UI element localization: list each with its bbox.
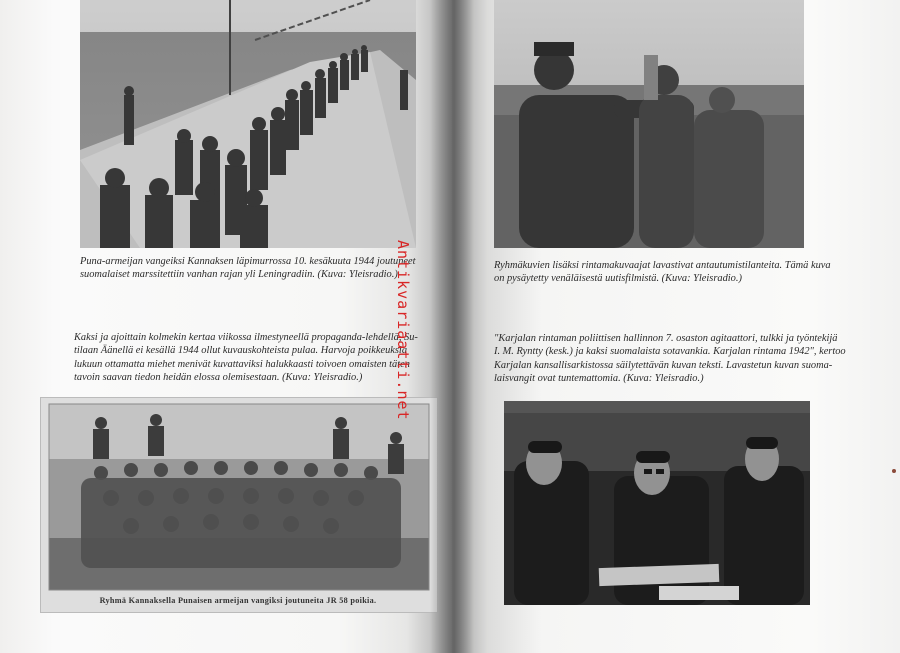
photo-staged-surrender: [494, 0, 804, 248]
caption-propaganda-paper: Kaksi ja ajoittain kolmekin kertaa viikossa ilmestyneellä propaganda-lehdellä, Su- tilaan Äänellä ei kesällä 1944 ollut kuvauskohteista pulaa. Harvoja poikkeuksia lukuun ottamatta miehet menivät kuvattaviksi halukkaasti toivoen omaisten täten tavoin saavan tiedon heidän elossa olemisestaan. (Kuva: Yleisradio.): [74, 332, 418, 384]
newspaper-caption: Ryhmä Kannaksella Punaisen armeijan vangiksi joutuneita JR 58 poikia.: [99, 596, 377, 605]
book-gutter: [430, 0, 474, 653]
watermark-text: Antikvariaatti.net: [394, 240, 412, 421]
photo-newspaper-group: [40, 397, 438, 613]
photo-agitator-prisoners: [504, 401, 810, 605]
photo-prisoner-column: [80, 0, 416, 248]
right-page: [452, 0, 900, 653]
caption-prisoner-column: Puna-armeijan vangeiksi Kannaksen läpimurrossa 10. kesäkuuta 1944 joutuneet suomalaiset marssitettiin vanhan rajan yli Leningradiin. (Kuva: Yleisradio.): [80, 256, 416, 281]
speck: [892, 469, 896, 473]
watermark: [392, 240, 416, 440]
caption-agitator: "Karjalan rintaman poliittisen hallinnon 7. osaston agitaattori, tulkki ja työntekijä I. M. Ryntty (kesk.) ja kaksi suomalaista sotavankia. Karjalan rintama 1942", kertoo Karjalan kansallisarkistossa säilytettävän kuvan teksti. Lavastetun kuvan suoma- laisvangit ovat tuntemattomia. (Kuva: Yleisradio.): [494, 333, 846, 385]
caption-staged-surrender: Ryhmäkuvien lisäksi rintamakuvaajat lavastivat antautumistilanteita. Tämä kuva on pysäytetty venäläisestä uutisfilmistä. (Kuva: Yleisradio.): [494, 260, 831, 285]
